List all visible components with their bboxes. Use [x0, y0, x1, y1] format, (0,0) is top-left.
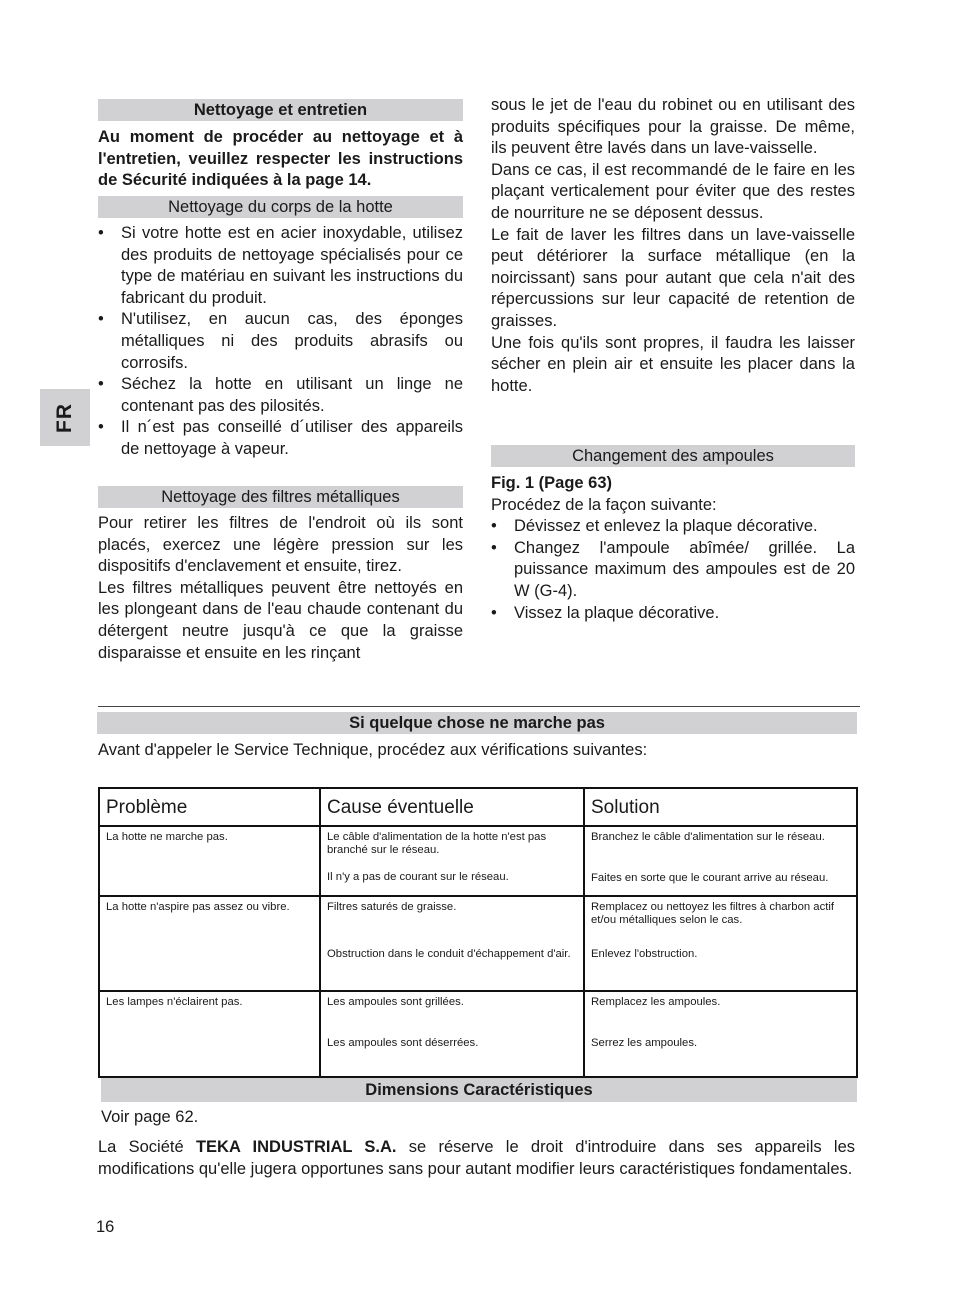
cleaning-intro: Au moment de procéder au nettoyage et à l'entretien, veuillez respecter les instructions de Sécurité indiquées à la page 14. [98, 128, 463, 190]
filters-continued-text [491, 95, 855, 397]
cell-text: Enlevez l'obstruction. [591, 948, 698, 960]
list-item: • N'utilisez, en aucun cas, des éponges métalliques ni des produits abrasifs ou corrosifs. [98, 309, 463, 374]
company-notice [98, 1137, 855, 1180]
column-header-problem: Problème [99, 788, 320, 826]
cell-text: Faites en sorte que le courant arrive au réseau. [591, 872, 829, 884]
table-header-row [99, 788, 857, 826]
list-item: • Séchez la hotte en utilisant un linge ne contenant pas des pilosités. [98, 374, 463, 417]
cell-text: Serrez les ampoules. [591, 1037, 698, 1049]
paragraph: Le fait de laver les filtres dans un lave-vaisselle peut détériorer la surface métallique (en la noircissant) sans pour autant que cela n'ait des répercussions sur leur capacité de retention de graisses. [491, 225, 855, 330]
cell-text: Remplacez ou nettoyez les filtres à charbon actif et/ou métalliques selon le cas. [591, 901, 835, 926]
hood-body-list [98, 223, 463, 461]
cell-text: Les lampes n'éclairent pas. [106, 996, 243, 1008]
table-row [99, 896, 857, 991]
solution-cell [584, 896, 857, 991]
list-item: • Dévissez et enlevez la plaque décorative. [491, 516, 855, 538]
list-item: • Si votre hotte est en acier inoxydable, utilisez des produits de nettoyage spécialisés pour ce type de matériau en suivant les instructions du fabricant du produit. [98, 223, 463, 309]
list-item: • Vissez la plaque décorative. [491, 603, 855, 625]
cell-text: La hotte n'aspire pas assez ou vibre. [106, 901, 290, 913]
list-item: • Changez l'ampoule abîmée/ grillée. La puissance maximum des ampoules est de 20 W (G-4). [491, 538, 855, 603]
list-item: • Il n´est pas conseillé d´utiliser des appareils de nettoyage à vapeur. [98, 417, 463, 460]
procedure-intro: Procédez de la façon suivante: [491, 495, 717, 514]
cell-text: La hotte ne marche pas. [106, 831, 228, 843]
section-title-hood-body: Nettoyage du corps de la hotte [98, 196, 463, 218]
cell-text: Filtres saturés de graisse. [327, 901, 457, 913]
section-title-cleaning: Nettoyage et entretien [98, 99, 463, 121]
cause-cell [320, 896, 584, 991]
table-row [99, 826, 857, 896]
problem-cell [99, 991, 320, 1077]
paragraph: Les filtres métalliques peuvent être nettoyés en les plongeant dans de l'eau chaude contenant du détergent neutre jusqu'à ce que la graisse disparaisse et ensuite en les rinçant [98, 578, 463, 662]
paragraph: Dans ce cas, il est recommandé de le faire en les plaçant verticalement pour éviter que des restes de nourriture ne se déposent dessus. [491, 160, 855, 222]
cell-text: Remplacez les ampoules. [591, 996, 721, 1008]
language-tab [40, 389, 90, 446]
cell-text: Les ampoules sont grillées. [327, 996, 464, 1008]
company-name: TEKA INDUSTRIAL S.A. [195, 1138, 397, 1156]
column-header-solution: Solution [584, 788, 857, 826]
problem-cell [99, 826, 320, 896]
section-title-troubleshoot: Si quelque chose ne marche pas [97, 712, 857, 734]
troubleshoot-table [98, 787, 858, 1078]
company-notice-pre: La Société [98, 1138, 196, 1156]
divider-line [98, 706, 860, 707]
paragraph: Pour retirer les filtres de l'endroit où ils sont placés, exercez une légère pression sur les dispositifs d'enclavement et ensuite, tirez. [98, 514, 463, 576]
column-header-cause: Cause éventuelle [320, 788, 584, 826]
problem-cell [99, 896, 320, 991]
cell-text: Le câble d'alimentation de la hotte n'est pas branché sur le réseau. [327, 831, 547, 856]
table-row [99, 991, 857, 1077]
cell-text: Les ampoules sont déserrées. [327, 1037, 479, 1049]
metal-filters-text [98, 513, 463, 664]
figure-reference: Fig. 1 (Page 63) [491, 474, 613, 492]
dimensions-ref: Voir page 62. [101, 1108, 199, 1126]
cell-text: Obstruction dans le conduit d'échappement d'air. [327, 948, 571, 960]
bulbs-text [491, 473, 855, 624]
paragraph: sous le jet de l'eau du robinet ou en utilisant des produits spécifiques pour la graisse. De même, ils peuvent être lavés dans un lave-vaisselle. [491, 96, 855, 158]
troubleshoot-intro: Avant d'appeler le Service Technique, procédez aux vérifications suivantes: [98, 741, 648, 759]
cause-cell [320, 826, 584, 896]
cell-text: Il n'y a pas de courant sur le réseau. [327, 871, 509, 883]
section-title-metal-filters: Nettoyage des filtres métalliques [98, 486, 463, 508]
solution-cell [584, 991, 857, 1077]
paragraph: Une fois qu'ils sont propres, il faudra les laisser sécher en plein air et ensuite les placer dans la hotte. [491, 333, 855, 395]
cell-text: Branchez le câble d'alimentation sur le réseau. [591, 831, 825, 843]
language-tab-label: FR [53, 402, 76, 433]
section-title-bulbs: Changement des ampoules [491, 445, 855, 467]
section-title-dimensions: Dimensions Caractéristiques [101, 1078, 857, 1102]
solution-cell [584, 826, 857, 896]
cause-cell [320, 991, 584, 1077]
page-number: 16 [96, 1218, 115, 1236]
company-notice-post: se réserve le droit d'introduire dans ses appareils les modifications qu'elle jugera opportunes sans pour autant modifier leurs caractéristiques fondamentales. [98, 1138, 856, 1178]
